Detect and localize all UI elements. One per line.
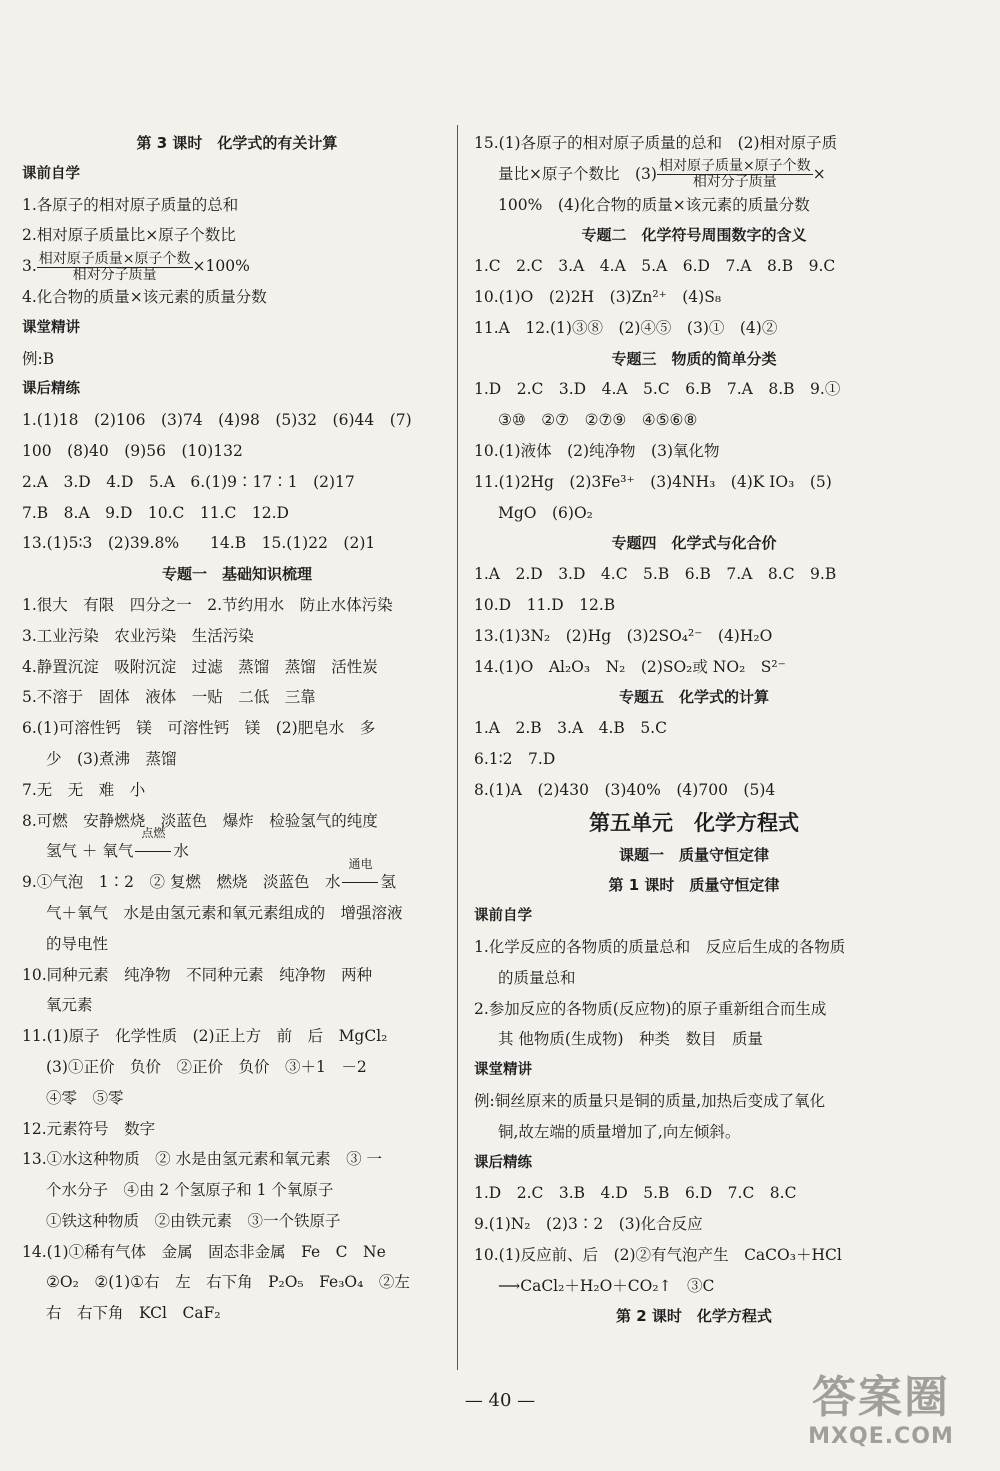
class-label: 课堂精讲 — [474, 1062, 532, 1079]
answer-line: 其 他物质(生成物) 种类 数目 质量 — [498, 1030, 764, 1049]
answer-line: 10.同种元素 纯净物 不同种元素 纯净物 两种 — [22, 965, 373, 984]
fraction-numerator: 相对原子质量×原子个数 — [658, 158, 811, 175]
answer-line: 的质量总和 — [498, 968, 576, 987]
answer-line: 100 (8)40 (9)56 (10)132 — [22, 441, 243, 460]
answer-line: 15.(1)各原子的相对原子质量的总和 (2)相对原子质 — [474, 134, 838, 152]
answer-line: 9.(1)N₂ (2)3∶2 (3)化合反应 — [474, 1215, 703, 1234]
answer-line: ⟶CaCl₂＋H₂O＋CO₂↑ ③C — [498, 1276, 715, 1295]
fraction-denominator: 相对分子质量 — [72, 266, 157, 283]
answer-line: 14.(1)O Al₂O₃ N₂ (2)SO₂或 NO₂ S²⁻ — [474, 657, 786, 676]
answer-line: 3.工业污染 农业污染 生活污染 — [22, 626, 254, 645]
pre-answer-4: 4.化合物的质量×该元素的质量分数 — [22, 287, 267, 306]
q15-suffix: × — [812, 164, 826, 183]
answer-line: 11.A 12.(1)③⑧ (2)④⑤ (3)① (4)② — [474, 318, 778, 337]
answer-line: 1.(1)18 (2)106 (3)74 (4)98 (5)32 (6)44 (7) — [22, 411, 412, 430]
left-column — [22, 128, 452, 1329]
answer-line: 7.B 8.A 9.D 10.C 11.C 12.D — [22, 503, 289, 522]
after-class-label: 课后精练 — [474, 1154, 532, 1171]
equation-line — [22, 826, 452, 867]
after-class-label: 课后精练 — [22, 381, 80, 398]
equation-right: 水 — [173, 842, 189, 861]
answer-line: 1.D 2.C 3.D 4.A 5.C 6.B 7.A 8.B 9.① — [474, 380, 841, 399]
fraction — [37, 252, 193, 283]
answer-line: ③⑩ ②⑦ ②⑦⑨ ④⑤⑥⑧ — [498, 411, 698, 430]
answer-line: 1.C 2.C 3.A 4.A 5.A 6.D 7.A 8.B 9.C — [474, 257, 836, 276]
reaction-condition: 通电 — [348, 857, 373, 872]
topic-4-title: 专题四 化学式与化合价 — [611, 534, 777, 553]
page-number: — 40 — — [464, 1390, 536, 1411]
section-title: 第 3 课时 化学式的有关计算 — [136, 134, 338, 152]
answer-line: 11.(1)原子 化学性质 (2)正上方 前 后 MgCl₂ — [22, 1027, 388, 1046]
answer-line: ④零 ⑤零 — [46, 1088, 124, 1107]
column-divider — [457, 125, 458, 1370]
pre-answer-1: 1.各原子的相对原子质量的总和 — [22, 195, 239, 214]
answer-line: ①铁这种物质 ②由铁元素 ③一个铁原子 — [46, 1211, 341, 1230]
answer-line: 6.(1)可溶性钙 镁 可溶性钙 镁 (2)肥皂水 多 — [22, 719, 376, 738]
answer-line: 100% (4)化合物的质量×该元素的质量分数 — [498, 195, 810, 214]
lesson-title: 课题一 质量守恒定律 — [618, 845, 769, 864]
answer-line: 4.静置沉淀 吸附沉淀 过滤 蒸馏 蒸馏 活性炭 — [22, 657, 378, 676]
answer-line: 11.(1)2Hg (2)3Fe³⁺ (3)4NH₃ (4)K IO₃ (5) — [474, 472, 832, 491]
answer-line: 气＋氧气 水是由氢元素和氧元素组成的 增强溶液 — [46, 903, 403, 922]
answer-line: 2.A 3.D 4.D 5.A 6.(1)9∶17∶1 (2)17 — [22, 472, 355, 491]
watermark-text: 答案圈 — [812, 1372, 950, 1423]
reaction-condition: 点燃 — [141, 826, 166, 841]
answer-line: 5.不溶于 固体 液体 一贴 二低 三靠 — [22, 688, 316, 707]
answer-line: 1.D 2.C 3.B 4.D 5.B 6.D 7.C 8.C — [474, 1184, 797, 1203]
topic-5-title: 专题五 化学式的计算 — [618, 688, 769, 707]
answer-line: 10.(1)O (2)2H (3)Zn²⁺ (4)S₈ — [474, 287, 722, 306]
answer-line: 氧元素 — [46, 996, 93, 1015]
pre-study-label: 课前自学 — [474, 908, 532, 925]
answer-line: 1.A 2.B 3.A 4.B 5.C — [474, 719, 667, 738]
answer-line: 13.(1)3N₂ (2)Hg (3)2SO₄²⁻ (4)H₂O — [474, 626, 773, 645]
answer-line: ②O₂ ②(1)①右 左 右下角 P₂O₅ Fe₃O₄ ②左 — [46, 1273, 410, 1292]
answer-line: 1.A 2.D 3.D 4.C 5.B 6.B 7.A 8.C 9.B — [474, 565, 837, 584]
answer-line: 1.很大 有限 四分之一 2.节约用水 防止水体污染 — [22, 595, 393, 614]
answer-line: 1.化学反应的各物质的质量总和 反应后生成的各物质 — [474, 937, 846, 956]
answer-line: 个水分子 ④由 2 个氢原子和 1 个氧原子 — [46, 1181, 334, 1200]
reaction-arrow — [340, 857, 380, 898]
answer-line: 2.参加反应的各物质(反应物)的原子重新组合而生成 — [474, 999, 827, 1018]
watermark-url: MXQE.COM — [808, 1424, 954, 1449]
pre-answer-3-suffix: ×100% — [192, 257, 250, 276]
answer-line: (3)①正价 负价 ②正价 负价 ③＋1 －2 — [46, 1057, 367, 1076]
period-2-title: 第 2 课时 化学方程式 — [616, 1307, 772, 1326]
pre-answer-2: 2.相对原子质量比×原子个数比 — [22, 226, 236, 245]
answer-line — [22, 857, 452, 898]
answer-line: MgO (6)O₂ — [498, 503, 593, 522]
pre-answer-3 — [22, 251, 452, 282]
topic-1-title: 专题一 基础知识梳理 — [161, 565, 312, 584]
q9-text: 9.①气泡 1∶2 ② 复燃 燃烧 淡蓝色 水 — [22, 873, 341, 892]
answer-line: 10.(1)液体 (2)纯净物 (3)氧化物 — [474, 441, 720, 460]
period-1-title: 第 1 课时 质量守恒定律 — [608, 876, 780, 895]
answer-line: 8.可燃 安静燃烧 淡蓝色 爆炸 检验氢气的纯度 — [22, 811, 378, 830]
q15-prefix: 量比×原子个数比 (3) — [498, 164, 657, 183]
class-label: 课堂精讲 — [22, 319, 80, 336]
answer-line: 8.(1)A (2)430 (3)40% (4)700 (5)4 — [474, 780, 776, 799]
pre-answer-3-prefix: 3. — [22, 257, 37, 276]
answer-line: 右 右下角 KCl CaF₂ — [46, 1304, 221, 1323]
fraction-denominator: 相对分子质量 — [692, 174, 777, 191]
unit-title: 第五单元 化学方程式 — [589, 810, 799, 835]
answer-line: 的导电性 — [46, 934, 109, 953]
q9-text-end: 氢 — [380, 873, 396, 892]
answer-line: 例:铜丝原来的质量只是铜的质量,加热后变成了氧化 — [474, 1091, 826, 1110]
topic-3-title: 专题三 物质的简单分类 — [611, 349, 777, 368]
answer-line: 6.1∶2 7.D — [474, 749, 556, 768]
answer-line: 13.①水这种物质 ② 水是由氢元素和氧元素 ③ 一 — [22, 1150, 383, 1169]
answer-line: 铜,故左端的质量增加了,向左倾斜。 — [498, 1122, 741, 1141]
right-column — [474, 128, 914, 1332]
watermark-logo — [776, 1373, 986, 1457]
fraction-numerator: 相对原子质量×原子个数 — [38, 250, 191, 267]
arrow-bar — [135, 851, 171, 852]
class-example: 例:B — [22, 349, 55, 368]
answer-line: 7.无 无 难 小 — [22, 780, 146, 799]
answer-line: 12.元素符号 数字 — [22, 1119, 156, 1138]
answer-line: 少 (3)煮沸 蒸馏 — [46, 749, 177, 768]
answer-line: 13.(1)5∶3 (2)39.8% 14.B 15.(1)22 (2)1 — [22, 534, 376, 553]
fraction — [657, 159, 813, 190]
reaction-arrow — [133, 826, 173, 867]
answer-line: 10.(1)反应前、后 (2)②有气泡产生 CaCO₃＋HCl — [474, 1245, 842, 1264]
answer-line — [474, 159, 914, 190]
arrow-bar — [342, 882, 378, 883]
answer-line: 10.D 11.D 12.B — [474, 595, 616, 614]
equation-left: 氢气 ＋ 氧气 — [46, 842, 134, 861]
topic-2-title: 专题二 化学符号周围数字的含义 — [581, 226, 807, 245]
pre-study-label: 课前自学 — [22, 165, 80, 182]
answer-line: 14.(1)①稀有气体 金属 固态非金属 Fe C Ne — [22, 1242, 386, 1261]
